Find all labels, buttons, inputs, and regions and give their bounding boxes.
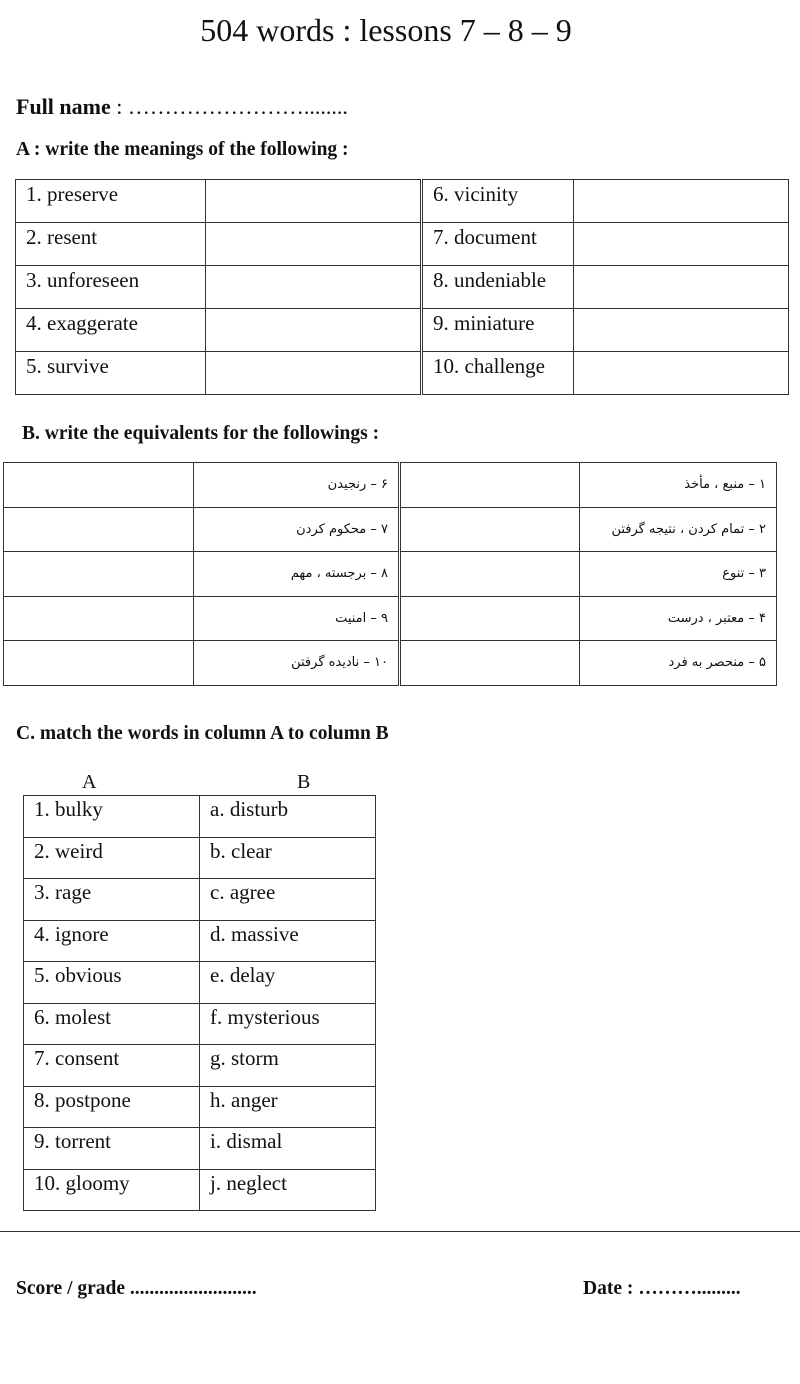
- table-row: [4, 552, 777, 597]
- section-a-heading: A : write the meanings of the following :: [16, 139, 349, 160]
- answer-cell[interactable]: [206, 309, 422, 352]
- section-b-term: ۴ – معتبر ، درست: [580, 596, 777, 641]
- column-a-item: 5. obvious: [24, 962, 200, 1004]
- table-row: [24, 1045, 376, 1087]
- table-row: [24, 1128, 376, 1170]
- column-b-item: d. massive: [200, 920, 376, 962]
- table-row: [16, 266, 789, 309]
- answer-cell[interactable]: [206, 352, 422, 395]
- section-a-word: 3. unforeseen: [16, 266, 206, 309]
- section-a-word: 6. vicinity: [422, 180, 574, 223]
- section-a-word: 7. document: [422, 223, 574, 266]
- answer-cell[interactable]: [574, 309, 789, 352]
- column-a-item: 10. gloomy: [24, 1169, 200, 1211]
- column-a-item: 7. consent: [24, 1045, 200, 1087]
- column-b-item: h. anger: [200, 1086, 376, 1128]
- section-b-term: ۱۰ – نادیده گرفتن: [194, 641, 400, 686]
- section-a-word: 2. resent: [16, 223, 206, 266]
- column-b-label: B: [297, 771, 311, 793]
- answer-cell[interactable]: [400, 507, 580, 552]
- table-row: [4, 596, 777, 641]
- column-a-item: 8. postpone: [24, 1086, 200, 1128]
- section-a-table: [15, 179, 789, 395]
- column-a-item: 2. weird: [24, 837, 200, 879]
- column-b-item: j. neglect: [200, 1169, 376, 1211]
- section-a-word: 10. challenge: [422, 352, 574, 395]
- section-c-table: [23, 795, 376, 1211]
- column-b-item: e. delay: [200, 962, 376, 1004]
- footer-divider: [0, 1231, 800, 1232]
- page-title: 504 words : lessons 7 – 8 – 9: [200, 12, 572, 48]
- answer-cell[interactable]: [400, 463, 580, 508]
- section-b-term: ۹ – امنیت: [194, 596, 400, 641]
- column-a-item: 9. torrent: [24, 1128, 200, 1170]
- column-a-item: 6. molest: [24, 1003, 200, 1045]
- column-b-item: a. disturb: [200, 796, 376, 838]
- column-a-item: 3. rage: [24, 879, 200, 921]
- section-b-term: ۲ – تمام کردن ، نتیجه گرفتن: [580, 507, 777, 552]
- section-b-term: ۱ – منبع ، مأخذ: [580, 463, 777, 508]
- table-row: [24, 1169, 376, 1211]
- answer-cell[interactable]: [400, 552, 580, 597]
- answer-cell[interactable]: [4, 596, 194, 641]
- score-grade-line[interactable]: Score / grade ..........................: [16, 1278, 257, 1299]
- column-a-item: 4. ignore: [24, 920, 200, 962]
- answer-cell[interactable]: [400, 596, 580, 641]
- column-b-item: g. storm: [200, 1045, 376, 1087]
- section-b-term: ۳ – تنوع: [580, 552, 777, 597]
- answer-cell[interactable]: [400, 641, 580, 686]
- answer-cell[interactable]: [574, 223, 789, 266]
- column-b-item: c. agree: [200, 879, 376, 921]
- section-a-word: 9. miniature: [422, 309, 574, 352]
- table-row: [24, 962, 376, 1004]
- date-line[interactable]: Date : ……….........: [583, 1278, 741, 1299]
- section-c-heading: C. match the words in column A to column B: [16, 723, 389, 744]
- column-b-item: b. clear: [200, 837, 376, 879]
- answer-cell[interactable]: [574, 180, 789, 223]
- table-row: [16, 180, 789, 223]
- answer-cell[interactable]: [4, 641, 194, 686]
- section-a-word: 8. undeniable: [422, 266, 574, 309]
- column-b-item: i. dismal: [200, 1128, 376, 1170]
- answer-cell[interactable]: [4, 507, 194, 552]
- column-b-item: f. mysterious: [200, 1003, 376, 1045]
- section-b-table: [3, 462, 777, 686]
- section-b-term: ۶ – رنجیدن: [194, 463, 400, 508]
- section-b-term: ۸ – برجسته ، مهم: [194, 552, 400, 597]
- full-name-separator: :: [110, 94, 128, 119]
- table-row: [4, 507, 777, 552]
- table-row: [24, 1003, 376, 1045]
- full-name-line: [16, 94, 348, 120]
- section-a-word: 1. preserve: [16, 180, 206, 223]
- answer-cell[interactable]: [574, 266, 789, 309]
- section-b-term: ۷ – محکوم کردن: [194, 507, 400, 552]
- table-row: [24, 879, 376, 921]
- section-b-heading: B. write the equivalents for the followings :: [22, 423, 380, 444]
- table-row: [16, 223, 789, 266]
- answer-cell[interactable]: [4, 552, 194, 597]
- table-row: [16, 352, 789, 395]
- answer-cell[interactable]: [574, 352, 789, 395]
- table-row: [24, 1086, 376, 1128]
- answer-cell[interactable]: [206, 223, 422, 266]
- table-row: [4, 463, 777, 508]
- table-row: [24, 796, 376, 838]
- column-a-label: A: [82, 771, 97, 793]
- table-row: [4, 641, 777, 686]
- answer-cell[interactable]: [4, 463, 194, 508]
- table-row: [16, 309, 789, 352]
- section-b-term: ۵ – منحصر به فرد: [580, 641, 777, 686]
- table-row: [24, 837, 376, 879]
- table-row: [24, 920, 376, 962]
- answer-cell[interactable]: [206, 266, 422, 309]
- section-a-word: 4. exaggerate: [16, 309, 206, 352]
- full-name-label: Full name: [16, 94, 111, 119]
- column-a-item: 1. bulky: [24, 796, 200, 838]
- section-a-word: 5. survive: [16, 352, 206, 395]
- full-name-blank[interactable]: ……………………........: [127, 94, 348, 119]
- answer-cell[interactable]: [206, 180, 422, 223]
